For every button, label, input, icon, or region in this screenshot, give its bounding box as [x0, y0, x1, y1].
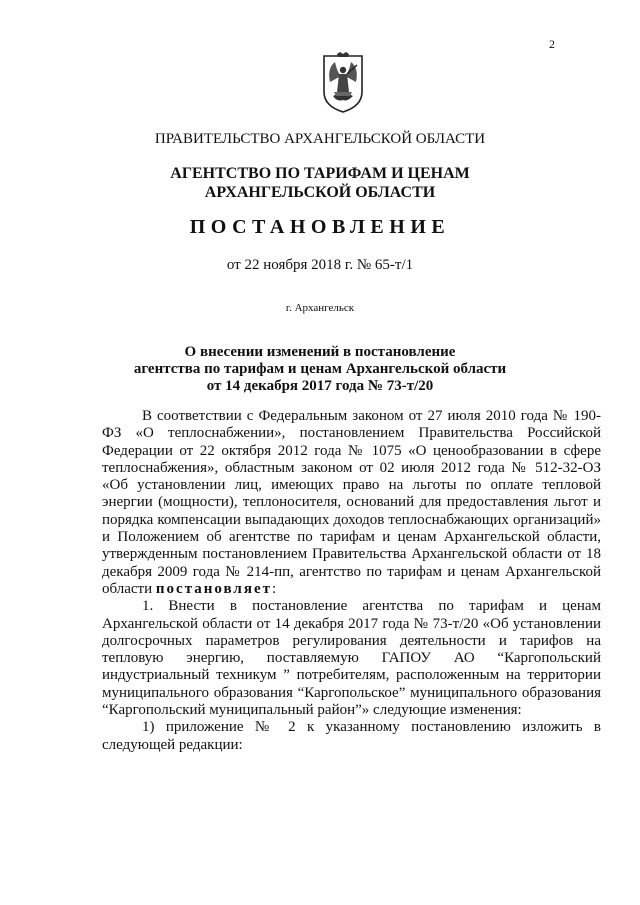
body-paragraph: 1. Внести в постановление агентства по тарифам и ценам Архангельской области от 14 декабря 2017 года № 73-т/20 «Об установлении долгосрочных параметров регулирования деятельности и тарифов на тепловую энергию, поставляемую ГАПОУ АО “Каргопольский индустриальный техникум ” потребителям, расположенным на территории муниципального образования “Каргопольское” муниципального образования “Каргопольский муниципальный район”» следующие изменения: [102, 598, 601, 719]
agency-name-line: АГЕНТСТВО ПО ТАРИФАМ И ЦЕНАМ [170, 165, 470, 182]
government-header: ПРАВИТЕЛЬСТВО АРХАНГЕЛЬСКОЙ ОБЛАСТИ [154, 131, 486, 147]
coat-of-arms-icon [321, 52, 365, 114]
paragraph-colon: : [272, 580, 277, 597]
document-date-number: от 22 ноября 2018 г. № 65-т/1 [226, 257, 414, 273]
subject-line: агентства по тарифам и ценам Архангельской области [133, 361, 507, 377]
document-body [102, 408, 601, 754]
subject-line: О внесении изменений в постановление [184, 344, 456, 360]
page-number: 2 [549, 37, 554, 51]
subject-line: от 14 декабря 2017 года № 73-т/20 [206, 378, 434, 394]
agency-name [0, 164, 640, 202]
document-subject [0, 344, 640, 395]
agency-name-line: АРХАНГЕЛЬСКОЙ ОБЛАСТИ [204, 184, 436, 201]
city-label: г. Архангельск [285, 302, 355, 314]
body-paragraph: 1) приложение № 2 к указанному постановлению изложить в следующей редакции: [102, 719, 601, 753]
document-title: ПОСТАНОВЛЕНИЕ [189, 216, 451, 238]
paragraph-text: В соответствии с Федеральным законом от 27 июля 2010 года № 190-ФЗ «О теплоснабжении», постановлением Правительства Российской Федерации от 22 октября 2012 года № 1075 «О ценообразовании в сфере теплоснабжения», областным законом от 02 июля 2012 года № 512-32-ОЗ «Об установлении лиц, имеющих право на льготы по оплате тепловой энергии (мощности), теплоносителя, оснований для предоставления льгот и порядка компенсации выпадающих доходов теплоснабжающих организаций» и Положением об агентстве по тарифам и ценам Архангельской области, утвержденным постановлением Правительства Архангельской области от 18 декабря 2009 года № 214-пп, агентство по тарифам и ценам Архангельской области [102, 408, 601, 597]
body-paragraph [102, 408, 601, 598]
resolves-emphasis: постановляет [155, 580, 272, 597]
